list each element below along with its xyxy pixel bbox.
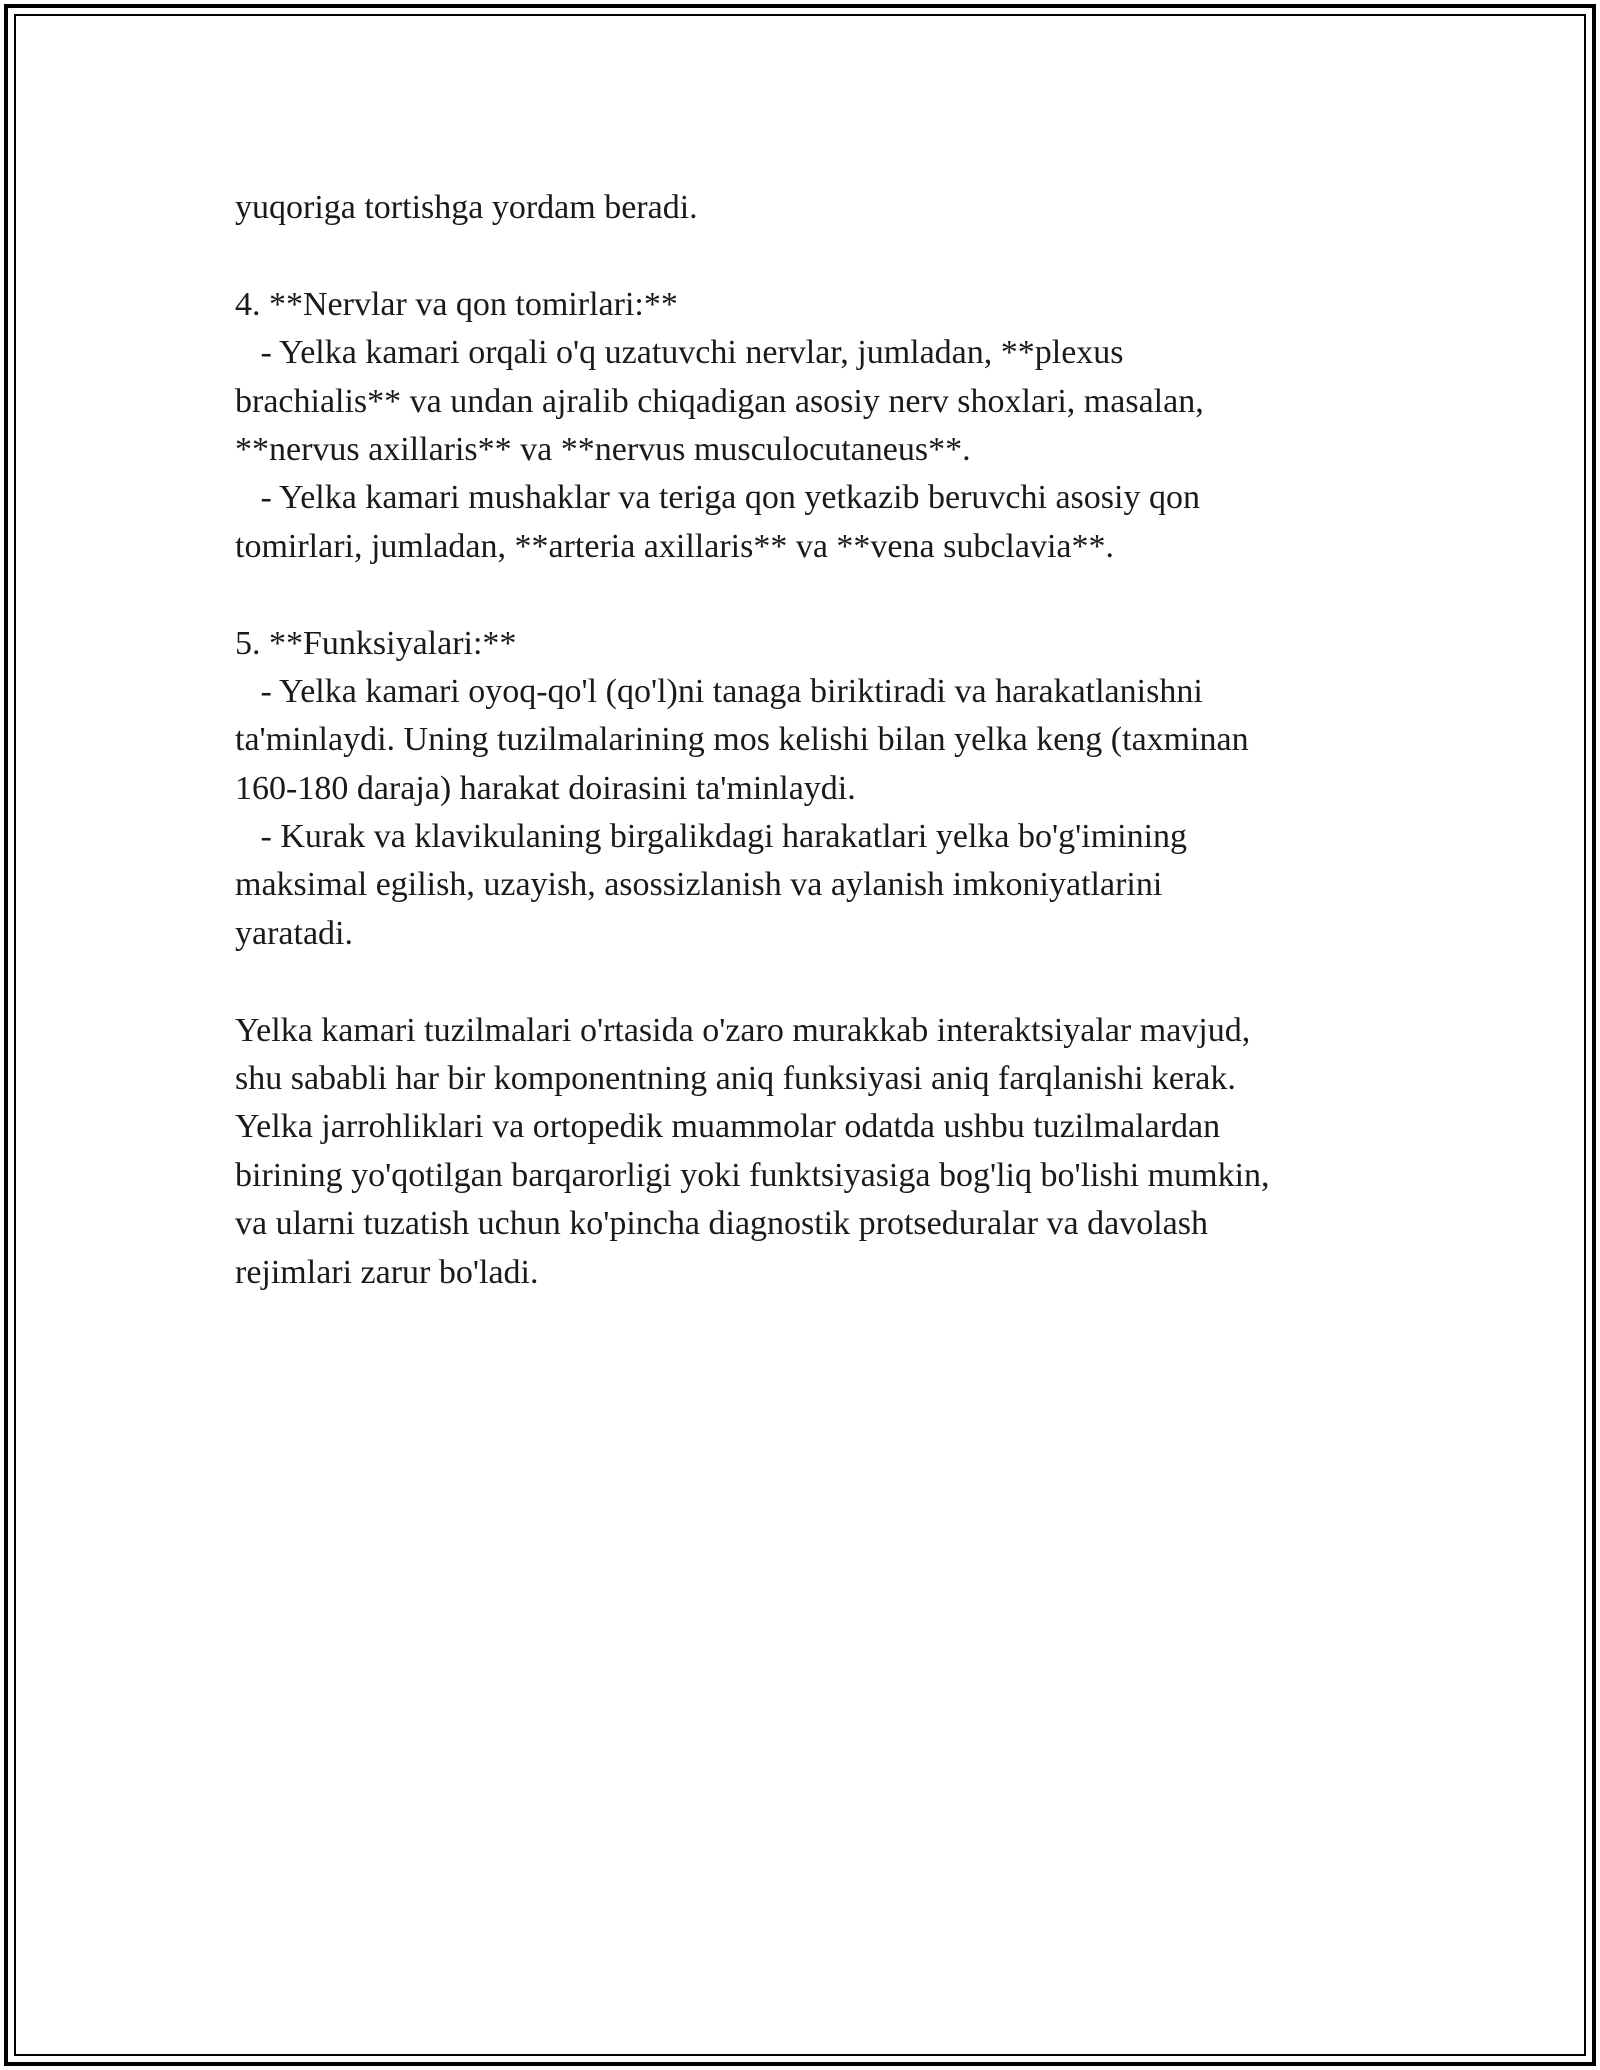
text-line: ta'minlaydi. Uning tuzilmalarining mos kelishi bilan yelka keng (taxminan (235, 721, 1249, 759)
text-line: yaratadi. (235, 914, 353, 952)
blank-line (235, 958, 1395, 1006)
text-line: maksimal egilish, uzayish, asossizlanish va aylanish imkoniyatlarini (235, 866, 1163, 904)
blank-line (235, 232, 1395, 280)
document-body (235, 184, 1395, 1297)
section-heading-4: 4. **Nervlar va qon tomirlari:** (235, 285, 678, 323)
text-line: **nervus axillaris** va **nervus musculocutaneus**. (235, 430, 971, 468)
conclusion-line: Yelka jarrohliklari va ortopedik muammolar odatda ushbu tuzilmalardan (235, 1108, 1221, 1146)
section-heading-5: 5. **Funksiyalari:** (235, 624, 517, 662)
text-line: yuqoriga tortishga yordam beradi. (235, 189, 698, 226)
conclusion-line: Yelka kamari tuzilmalari o'rtasida o'zaro murakkab interaktsiyalar mavjud, (235, 1011, 1251, 1049)
conclusion-line: birining yo'qotilgan barqarorligi yoki funktsiyasiga bog'liq bo'lishi mumkin, (235, 1156, 1270, 1194)
conclusion-line: va ularni tuzatish uchun ko'pincha diagnostik protseduralar va davolash (235, 1205, 1208, 1243)
text-line: brachialis** va undan ajralib chiqadigan asosiy nerv shoxlari, masalan, (235, 382, 1204, 420)
conclusion-line: rejimlari zarur bo'ladi. (235, 1253, 539, 1291)
conclusion-line: shu sababli har bir komponentning aniq funksiyasi aniq farqlanishi kerak. (235, 1060, 1236, 1098)
text-line: tomirlari, jumladan, **arteria axillaris** va **vena subclavia**. (235, 527, 1114, 565)
text-line: 160-180 daraja) harakat doirasini ta'minlaydi. (235, 769, 856, 807)
blank-line (235, 571, 1395, 619)
text-line: - Kurak va klavikulaning birgalikdagi harakatlari yelka bo'g'imining (235, 818, 1188, 856)
text-line: - Yelka kamari oyoq-qo'l (qo'l)ni tanaga biriktiradi va harakatlanishni (235, 672, 1203, 710)
text-line: - Yelka kamari orqali o'q uzatuvchi nervlar, jumladan, **plexus (235, 334, 1124, 372)
text-line: - Yelka kamari mushaklar va teriga qon yetkazib beruvchi asosiy qon (235, 479, 1200, 517)
